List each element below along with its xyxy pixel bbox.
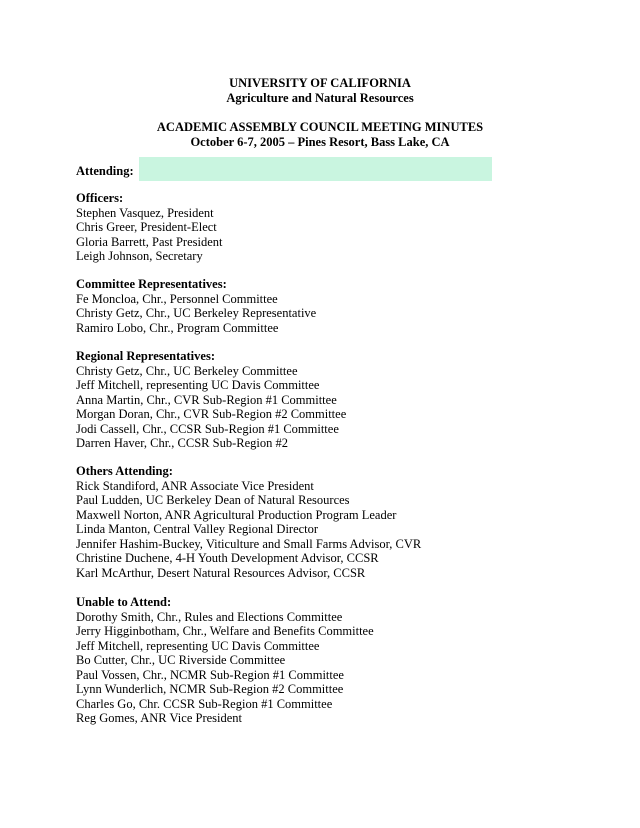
list-item: Charles Go, Chr. CCSR Sub-Region #1 Committee xyxy=(76,696,333,711)
regional-reps-section xyxy=(76,349,596,451)
list-item: Jerry Higginbotham, Chr., Welfare and Benefits Committee xyxy=(76,624,374,638)
list-item: Christy Getz, Chr., UC Berkeley Representative xyxy=(76,306,317,320)
list-item: Christine Duchene, 4-H Youth Development Advisor, CCSR xyxy=(76,551,379,565)
list-item: Jennifer Hashim-Buckey, Viticulture and Small Farms Advisor, CVR xyxy=(76,536,422,551)
committee-reps-section xyxy=(76,277,596,335)
unable-to-attend-section xyxy=(76,595,596,726)
list-item: Karl McArthur, Desert Natural Resources Advisor, CCSR xyxy=(76,565,366,580)
attending-field[interactable] xyxy=(139,157,492,181)
list-item: Gloria Barrett, Past President xyxy=(76,234,223,249)
list-item: Rick Standiford, ANR Associate Vice President xyxy=(76,478,314,493)
others-attending-section xyxy=(76,464,596,580)
list-item: Anna Martin, Chr., CVR Sub-Region #1 Committee xyxy=(76,392,337,407)
officers-title: Officers: xyxy=(76,191,124,205)
list-item: Linda Manton, Central Valley Regional Director xyxy=(76,522,319,536)
list-item: Jeff Mitchell, representing UC Davis Committee xyxy=(76,378,320,392)
unable-to-attend-title: Unable to Attend: xyxy=(76,595,172,609)
meeting-info: October 6-7, 2005 – Pines Resort, Bass Lake, CA xyxy=(190,135,450,149)
list-item: Bo Cutter, Chr., UC Riverside Committee xyxy=(76,653,286,667)
regional-reps-title: Regional Representatives: xyxy=(76,349,215,363)
list-item: Dorothy Smith, Chr., Rules and Elections Committee xyxy=(76,609,343,624)
list-item: Darren Haver, Chr., CCSR Sub-Region #2 xyxy=(76,436,288,450)
document-title: ACADEMIC ASSEMBLY COUNCIL MEETING MINUTES xyxy=(156,120,484,134)
list-item: Leigh Johnson, Secretary xyxy=(76,249,203,263)
attending-row xyxy=(76,157,496,181)
division-heading: Agriculture and Natural Resources xyxy=(226,91,414,105)
list-item: Maxwell Norton, ANR Agricultural Production Program Leader xyxy=(76,507,397,522)
list-item: Paul Vossen, Chr., NCMR Sub-Region #1 Committee xyxy=(76,667,344,682)
list-item: Jodi Cassell, Chr., CCSR Sub-Region #1 Committee xyxy=(76,421,339,436)
org-heading: UNIVERSITY OF CALIFORNIA xyxy=(229,76,411,90)
list-item: Paul Ludden, UC Berkeley Dean of Natural Resources xyxy=(76,493,350,507)
list-item: Ramiro Lobo, Chr., Program Committee xyxy=(76,320,279,335)
others-attending-title: Others Attending: xyxy=(76,464,173,478)
list-item: Fe Moncloa, Chr., Personnel Committee xyxy=(76,291,278,306)
officers-section xyxy=(76,191,596,264)
list-item: Christy Getz, Chr., UC Berkeley Committee xyxy=(76,363,298,378)
list-item: Jeff Mitchell, representing UC Davis Committee xyxy=(76,638,320,653)
list-item: Stephen Vasquez, President xyxy=(76,205,214,220)
list-item: Lynn Wunderlich, NCMR Sub-Region #2 Committee xyxy=(76,682,344,696)
list-item: Reg Gomes, ANR Vice President xyxy=(76,711,243,725)
committee-reps-title: Committee Representatives: xyxy=(76,277,227,291)
list-item: Morgan Doran, Chr., CVR Sub-Region #2 Committee xyxy=(76,407,347,421)
list-item: Chris Greer, President-Elect xyxy=(76,220,217,234)
attending-label: Attending: xyxy=(76,164,134,178)
